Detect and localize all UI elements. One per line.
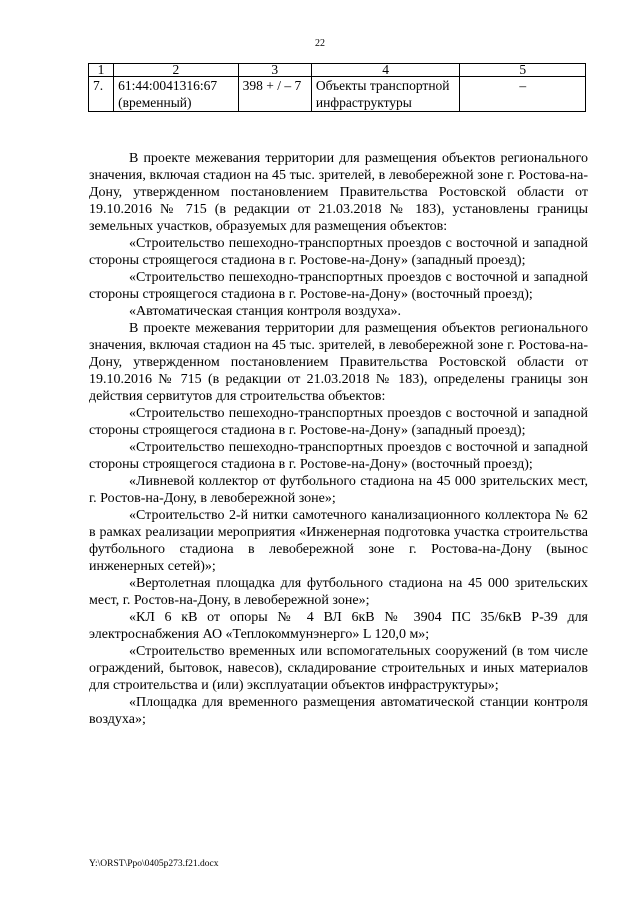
paragraph: «Вертолетная площадка для футбольного стадиона на 45 000 зрительских мест, г. Ростов-на-Дону, в левобережной зоне»; xyxy=(89,576,588,608)
paragraph: «Ливневой коллектор от футбольного стадиона на 45 000 зрительских мест, г. Ростов-на-Дону, в левобережной зоне»; xyxy=(89,474,588,506)
table-header-row xyxy=(89,64,586,77)
cadastral-number-cell: 61:44:0041316:67 (временный) xyxy=(114,77,239,112)
table-header-cell: 4 xyxy=(311,64,460,77)
paragraph: «Строительство временных или вспомогательных сооружений (в том числе ограждений, бытовок, навесов), складирование строительных и иных материалов для строительства и (или) эксплуатации объектов инфраструктуры»; xyxy=(89,644,588,693)
paragraph: «Строительство пешеходно-транспортных проездов с восточной и западной стороны строящегося стадиона в г. Ростове-на-Дону» (западный проезд); xyxy=(89,406,588,438)
area-cell: 398 + / – 7 xyxy=(238,77,311,112)
purpose-cell: Объекты транспортной инфраструктуры xyxy=(311,77,460,112)
page-number: 22 xyxy=(315,38,325,49)
paragraph: «Строительство пешеходно-транспортных проездов с восточной и западной стороны строящегося стадиона в г. Ростове-на-Дону» (западный проезд); xyxy=(89,236,588,268)
land-plot-table xyxy=(88,63,586,112)
note-cell: – xyxy=(460,77,586,112)
paragraph: «Площадка для временного размещения автоматической станции контроля воздуха»; xyxy=(89,695,588,727)
table-header-cell: 3 xyxy=(238,64,311,77)
table-header-cell: 2 xyxy=(114,64,239,77)
row-number-cell: 7. xyxy=(89,77,114,112)
paragraph: «КЛ 6 кВ от опоры № 4 ВЛ 6кВ № 3904 ПС 35/6кВ Р-39 для электроснабжения АО «Теплокоммунэнерго» L 120,0 м»; xyxy=(89,610,588,642)
footer-file-path: Y:\ORST\Ppo\0405p273.f21.docx xyxy=(89,859,219,869)
document-body xyxy=(89,150,588,728)
table-row xyxy=(89,77,586,112)
paragraph: «Строительство 2-й нитки самотечного канализационного коллектора № 62 в рамках реализации мероприятия «Инженерная подготовка участка строительства футбольного стадиона в левобережной зоне г. Ростова-на-Дону (вынос инженерных сетей)»; xyxy=(89,508,588,574)
table-header-cell: 5 xyxy=(460,64,586,77)
paragraph: В проекте межевания территории для размещения объектов регионального значения, включая стадион на 45 тыс. зрителей, в левобережной зоне г. Ростова-на-Дону, утвержденном постановлением Правительства Ростовской области от 19.10.2016 № 715 (в редакции от 21.03.2018 № 183), установлены границы земельных участков, образуемых для размещения объектов: xyxy=(89,151,588,234)
table-header-cell: 1 xyxy=(89,64,114,77)
paragraph: «Автоматическая станция контроля воздуха». xyxy=(129,304,402,319)
paragraph: «Строительство пешеходно-транспортных проездов с восточной и западной стороны строящегося стадиона в г. Ростове-на-Дону» (восточный проезд); xyxy=(89,440,588,472)
paragraph: В проекте межевания территории для размещения объектов регионального значения, включая стадион на 45 тыс. зрителей, в левобережной зоне г. Ростова-на-Дону, утвержденном постановлением Правительства Ростовской области от 19.10.2016 № 715 (в редакции от 21.03.2018 № 183), определены границы зон действия сервитутов для строительства объектов: xyxy=(89,321,588,404)
paragraph: «Строительство пешеходно-транспортных проездов с восточной и западной стороны строящегося стадиона в г. Ростове-на-Дону» (восточный проезд); xyxy=(89,270,588,302)
